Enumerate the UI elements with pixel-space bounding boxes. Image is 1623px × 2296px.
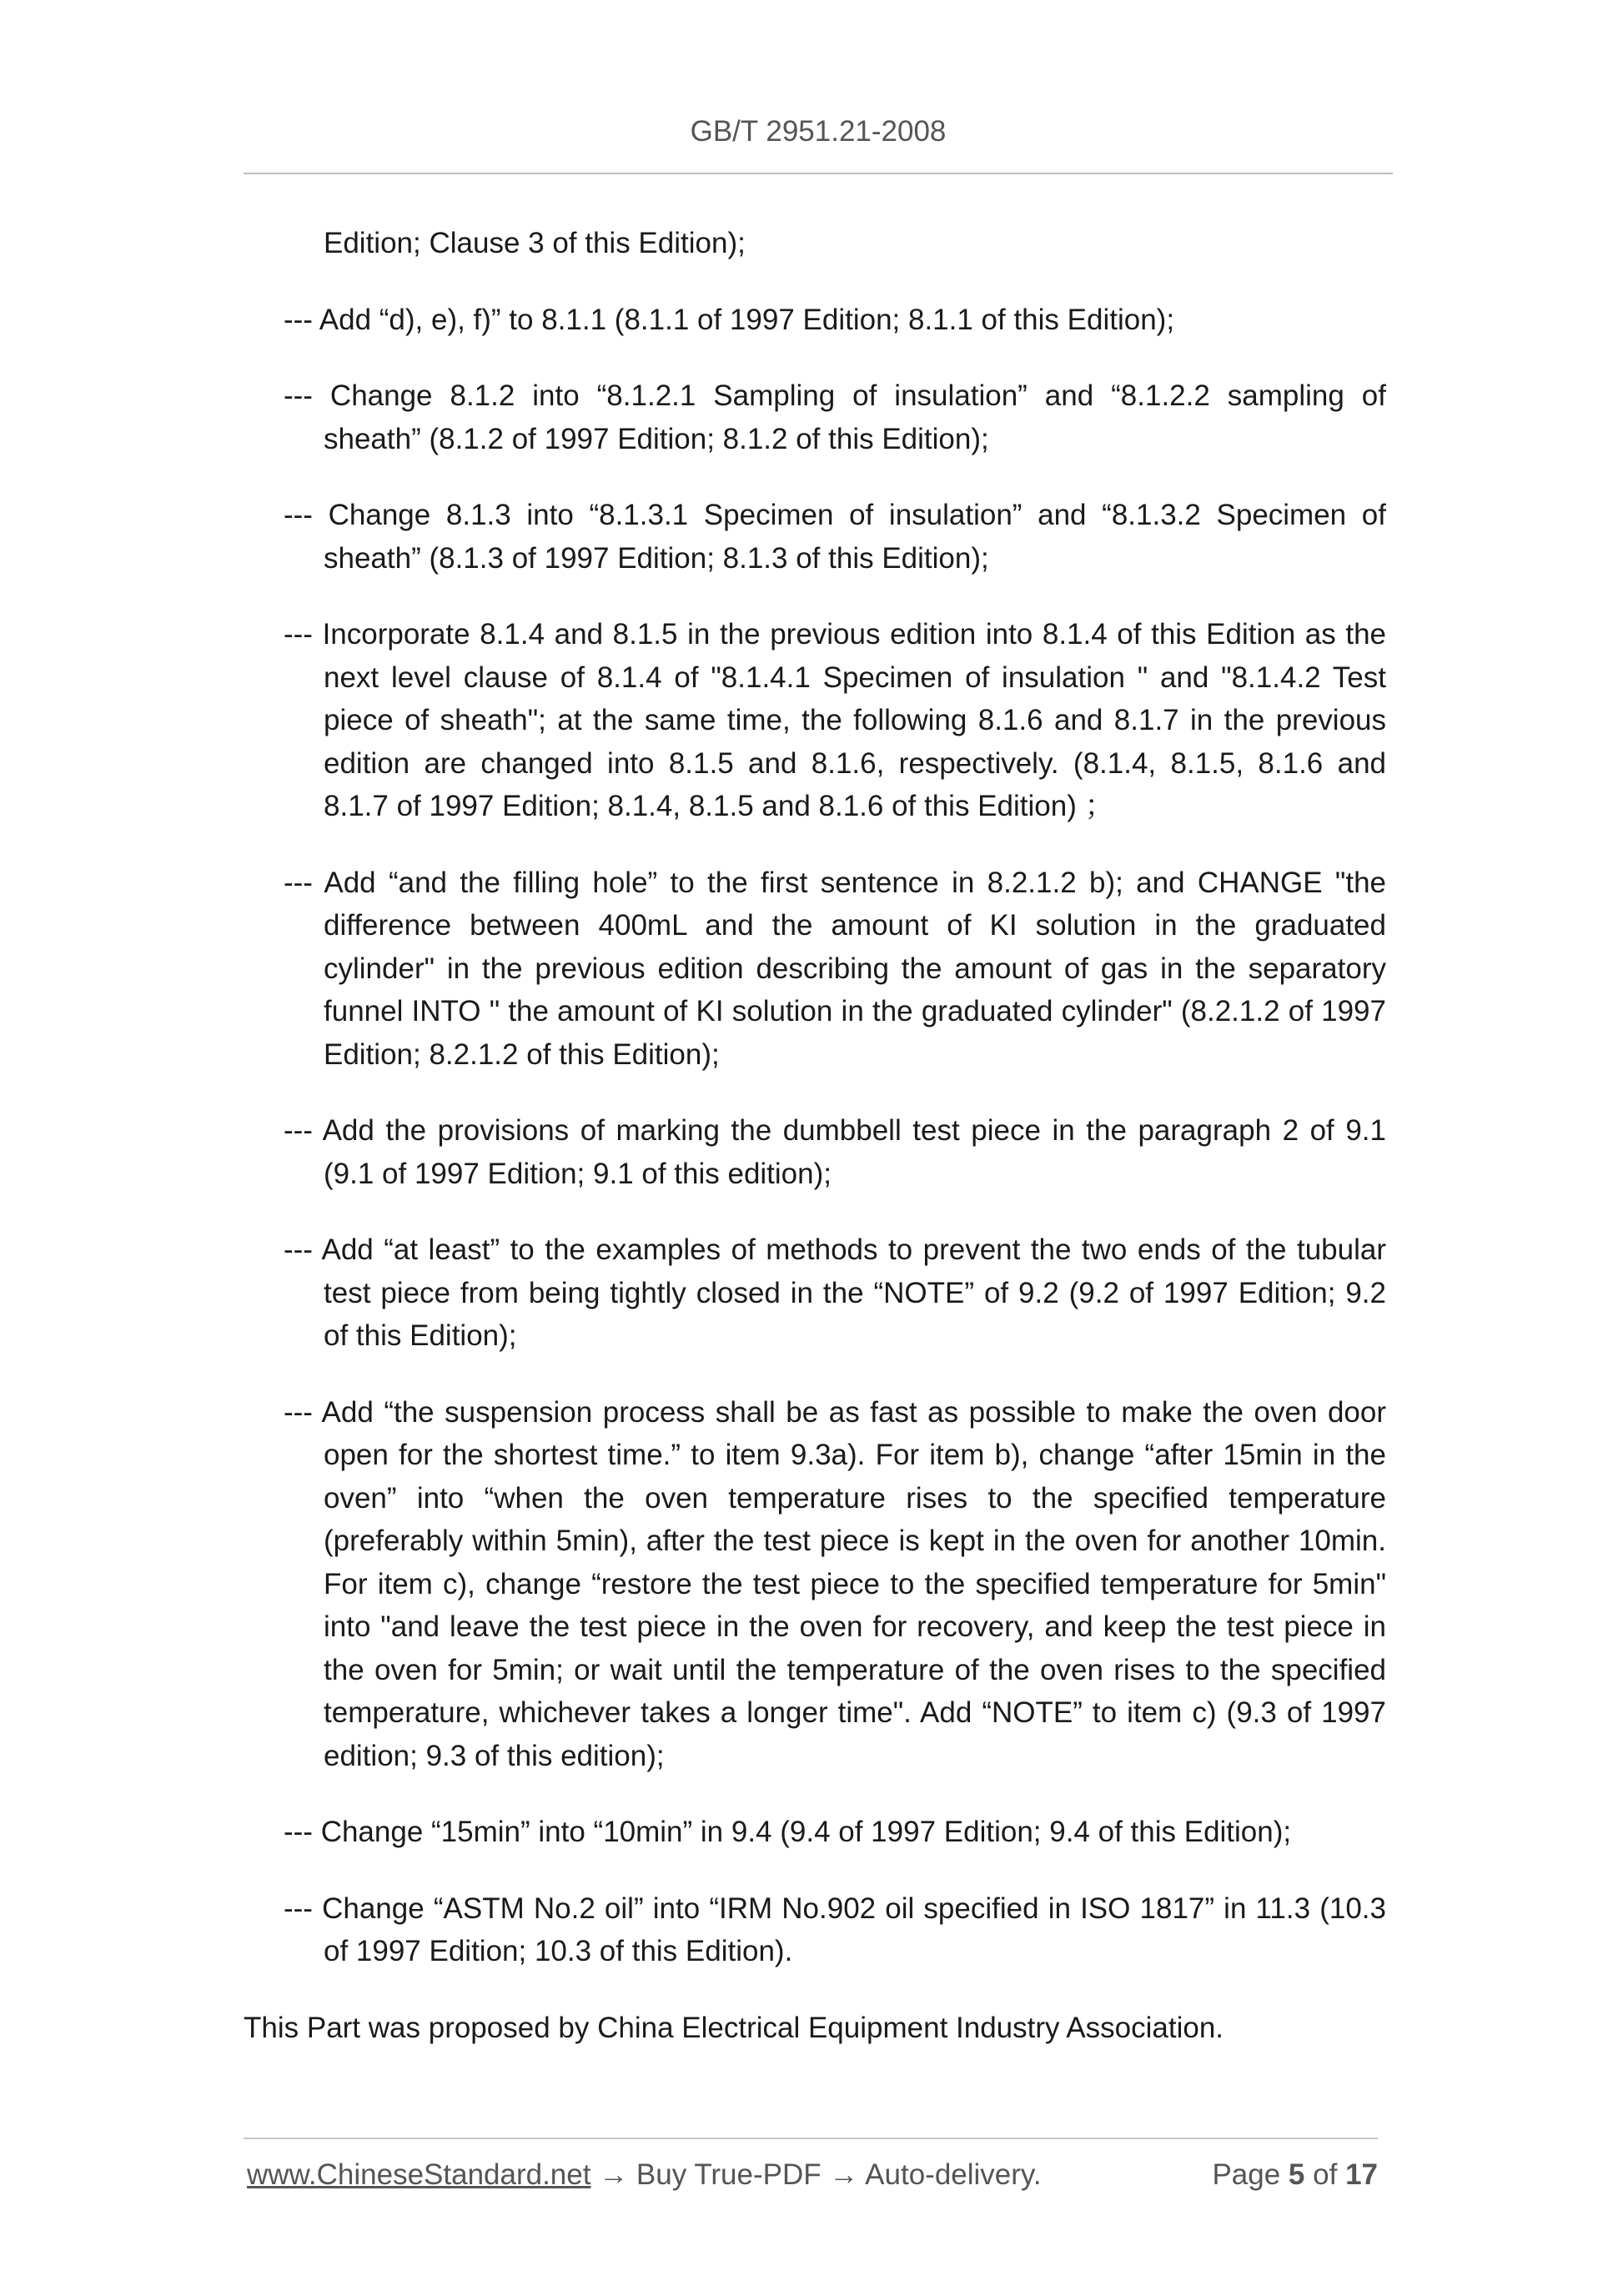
continuation-paragraph: Edition; Clause 3 of this Edition);	[324, 227, 746, 259]
page-footer	[247, 2158, 1378, 2200]
change-item-9: --- Change “15min” into “10min” in 9.4 (9.4 of 1997 Edition; 9.4 of this Edition);	[284, 1816, 1292, 1848]
change-item-2: --- Change 8.1.2 into “8.1.2.1 Sampling of insulation” and “8.1.2.2 sampling of sheath” (8.1.2 of 1997 Edition; 8.1.2 of this Edition);	[284, 379, 1386, 455]
change-item-1: --- Add “d), e), f)” to 8.1.1 (8.1.1 of 1997 Edition; 8.1.1 of this Edition);	[284, 303, 1175, 336]
header-divider	[244, 173, 1393, 174]
total-page-count: 17	[1345, 2158, 1378, 2191]
change-item-5: --- Add “and the filling hole” to the first sentence in 8.2.1.2 b); and CHANGE "the difference between 400mL and the amount of KI solution in the graduated cylinder" in the previous edition describing the amount of gas in the separatory funnel INTO " the amount of KI solution in the graduated cylinder" (8.2.1.2 of 1997 Edition; 8.2.1.2 of this Edition);	[284, 866, 1386, 1071]
page-header-doc-id: GB/T 2951.21-2008	[690, 115, 947, 148]
change-item-7: --- Add “at least” to the examples of methods to prevent the two ends of the tubular test piece from being tightly closed in the “NOTE” of 9.2 (9.2 of 1997 Edition; 9.2 of this Edition);	[284, 1233, 1386, 1352]
of-word: of	[1313, 2158, 1338, 2191]
change-item-6: --- Add the provisions of marking the dumbbell test piece in the paragraph 2 of 9.1 (9.1 of 1997 Edition; 9.1 of this edition);	[284, 1114, 1386, 1190]
document-body	[244, 222, 1386, 2049]
current-page-number: 5	[1288, 2158, 1305, 2191]
change-item-10: --- Change “ASTM No.2 oil” into “IRM No.902 oil specified in ISO 1817” in 11.3 (10.3 of 1997 Edition; 10.3 of this Edition).	[284, 1892, 1386, 1967]
closing-paragraph: This Part was proposed by China Electrical Equipment Industry Association.	[244, 2011, 1224, 2044]
footer-tagline: → Buy True-PDF → Auto-delivery.	[590, 2158, 1042, 2191]
change-item-4: --- Incorporate 8.1.4 and 8.1.5 in the previous edition into 8.1.4 of this Edition as the next level clause of 8.1.4 of "8.1.4.1 Specimen of insulation " and "8.1.4.2 Test piece of sheath"; at the same time, the following 8.1.6 and 8.1.7 in the previous edition are changed into 8.1.5 and 8.1.6, respectively. (8.1.4, 8.1.5, 8.1.6 and 8.1.7 of 1997 Edition; 8.1.4, 8.1.5 and 8.1.6 of this Edition) ；	[284, 618, 1386, 822]
footer-divider	[244, 2138, 1378, 2139]
website-link[interactable]: www.ChineseStandard.net	[247, 2158, 591, 2191]
page-word: Page	[1212, 2158, 1281, 2191]
footer-left	[247, 2158, 1042, 2192]
page-number	[1212, 2158, 1378, 2192]
change-item-3: --- Change 8.1.3 into “8.1.3.1 Specimen of insulation” and “8.1.3.2 Specimen of sheath” (8.1.3 of 1997 Edition; 8.1.3 of this Edition);	[284, 499, 1386, 575]
change-item-8: --- Add “the suspension process shall be as fast as possible to make the oven door open for the shortest time.” to item 9.3a). For item b), change “after 15min in the oven” into “when the oven temperature rises to the specified temperature (preferably within 5min), after the test piece is kept in the oven for another 10min. For item c), change “restore the test piece to the specified temperature for 5min" into "and leave the test piece in the oven for recovery, and keep the test piece in the oven for 5min; or wait until the temperature of the oven rises to the specified temperature, whichever takes a longer time". Add “NOTE” to item c) (9.3 of 1997 edition; 9.3 of this edition);	[284, 1395, 1386, 1772]
